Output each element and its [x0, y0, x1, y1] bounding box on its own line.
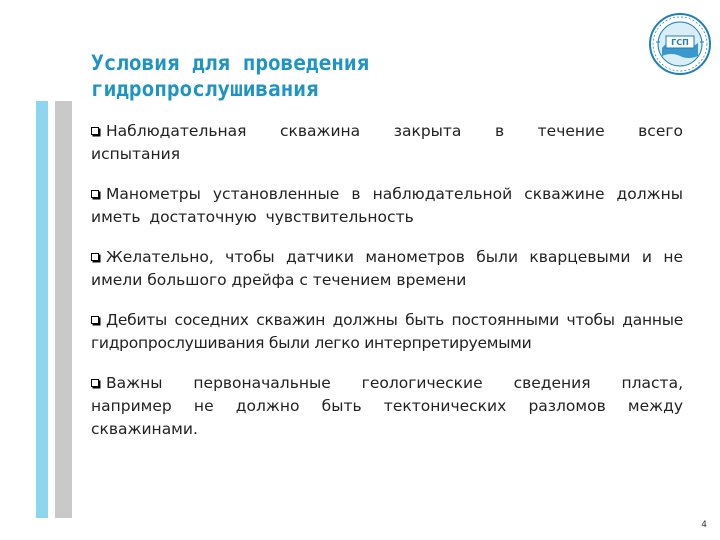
company-seal-logo — [648, 12, 712, 76]
list-item: Желательно, чтобы датчики манометров были кварцевыми и не имели большого дрейфа с течением времени — [91, 248, 683, 289]
list-item: Наблюдательная скважина закрыта в течение всего испытания — [91, 122, 683, 163]
slide-title-line-1: Условия для проведения — [91, 51, 370, 75]
logo-text: ГСП — [671, 38, 689, 47]
slide-title-line-2: гидропрослушивания — [91, 77, 319, 101]
checkbox-bullet-icon — [91, 190, 99, 198]
checkbox-bullet-icon — [91, 316, 99, 324]
accent-bar-gray — [55, 101, 72, 518]
slide-title — [91, 50, 611, 102]
accent-bar-blue — [36, 101, 48, 518]
checkbox-bullet-icon — [91, 253, 99, 261]
list-item: Дебиты соседних скважин должны быть постоянными чтобы данные гидропрослушивания были легко интерпретируемыми — [91, 311, 683, 352]
page-number: 4 — [701, 520, 707, 530]
checkbox-bullet-icon — [91, 127, 99, 135]
bullet-list — [91, 120, 683, 458]
list-item: Важны первоначальные геологические сведения пласта, например не должно быть тектонических разломов между скважинами. — [91, 374, 683, 438]
checkbox-bullet-icon — [91, 379, 99, 387]
list-item: Манометры установленные в наблюдательной скважине должны иметь достаточную чувствительность — [91, 185, 683, 226]
